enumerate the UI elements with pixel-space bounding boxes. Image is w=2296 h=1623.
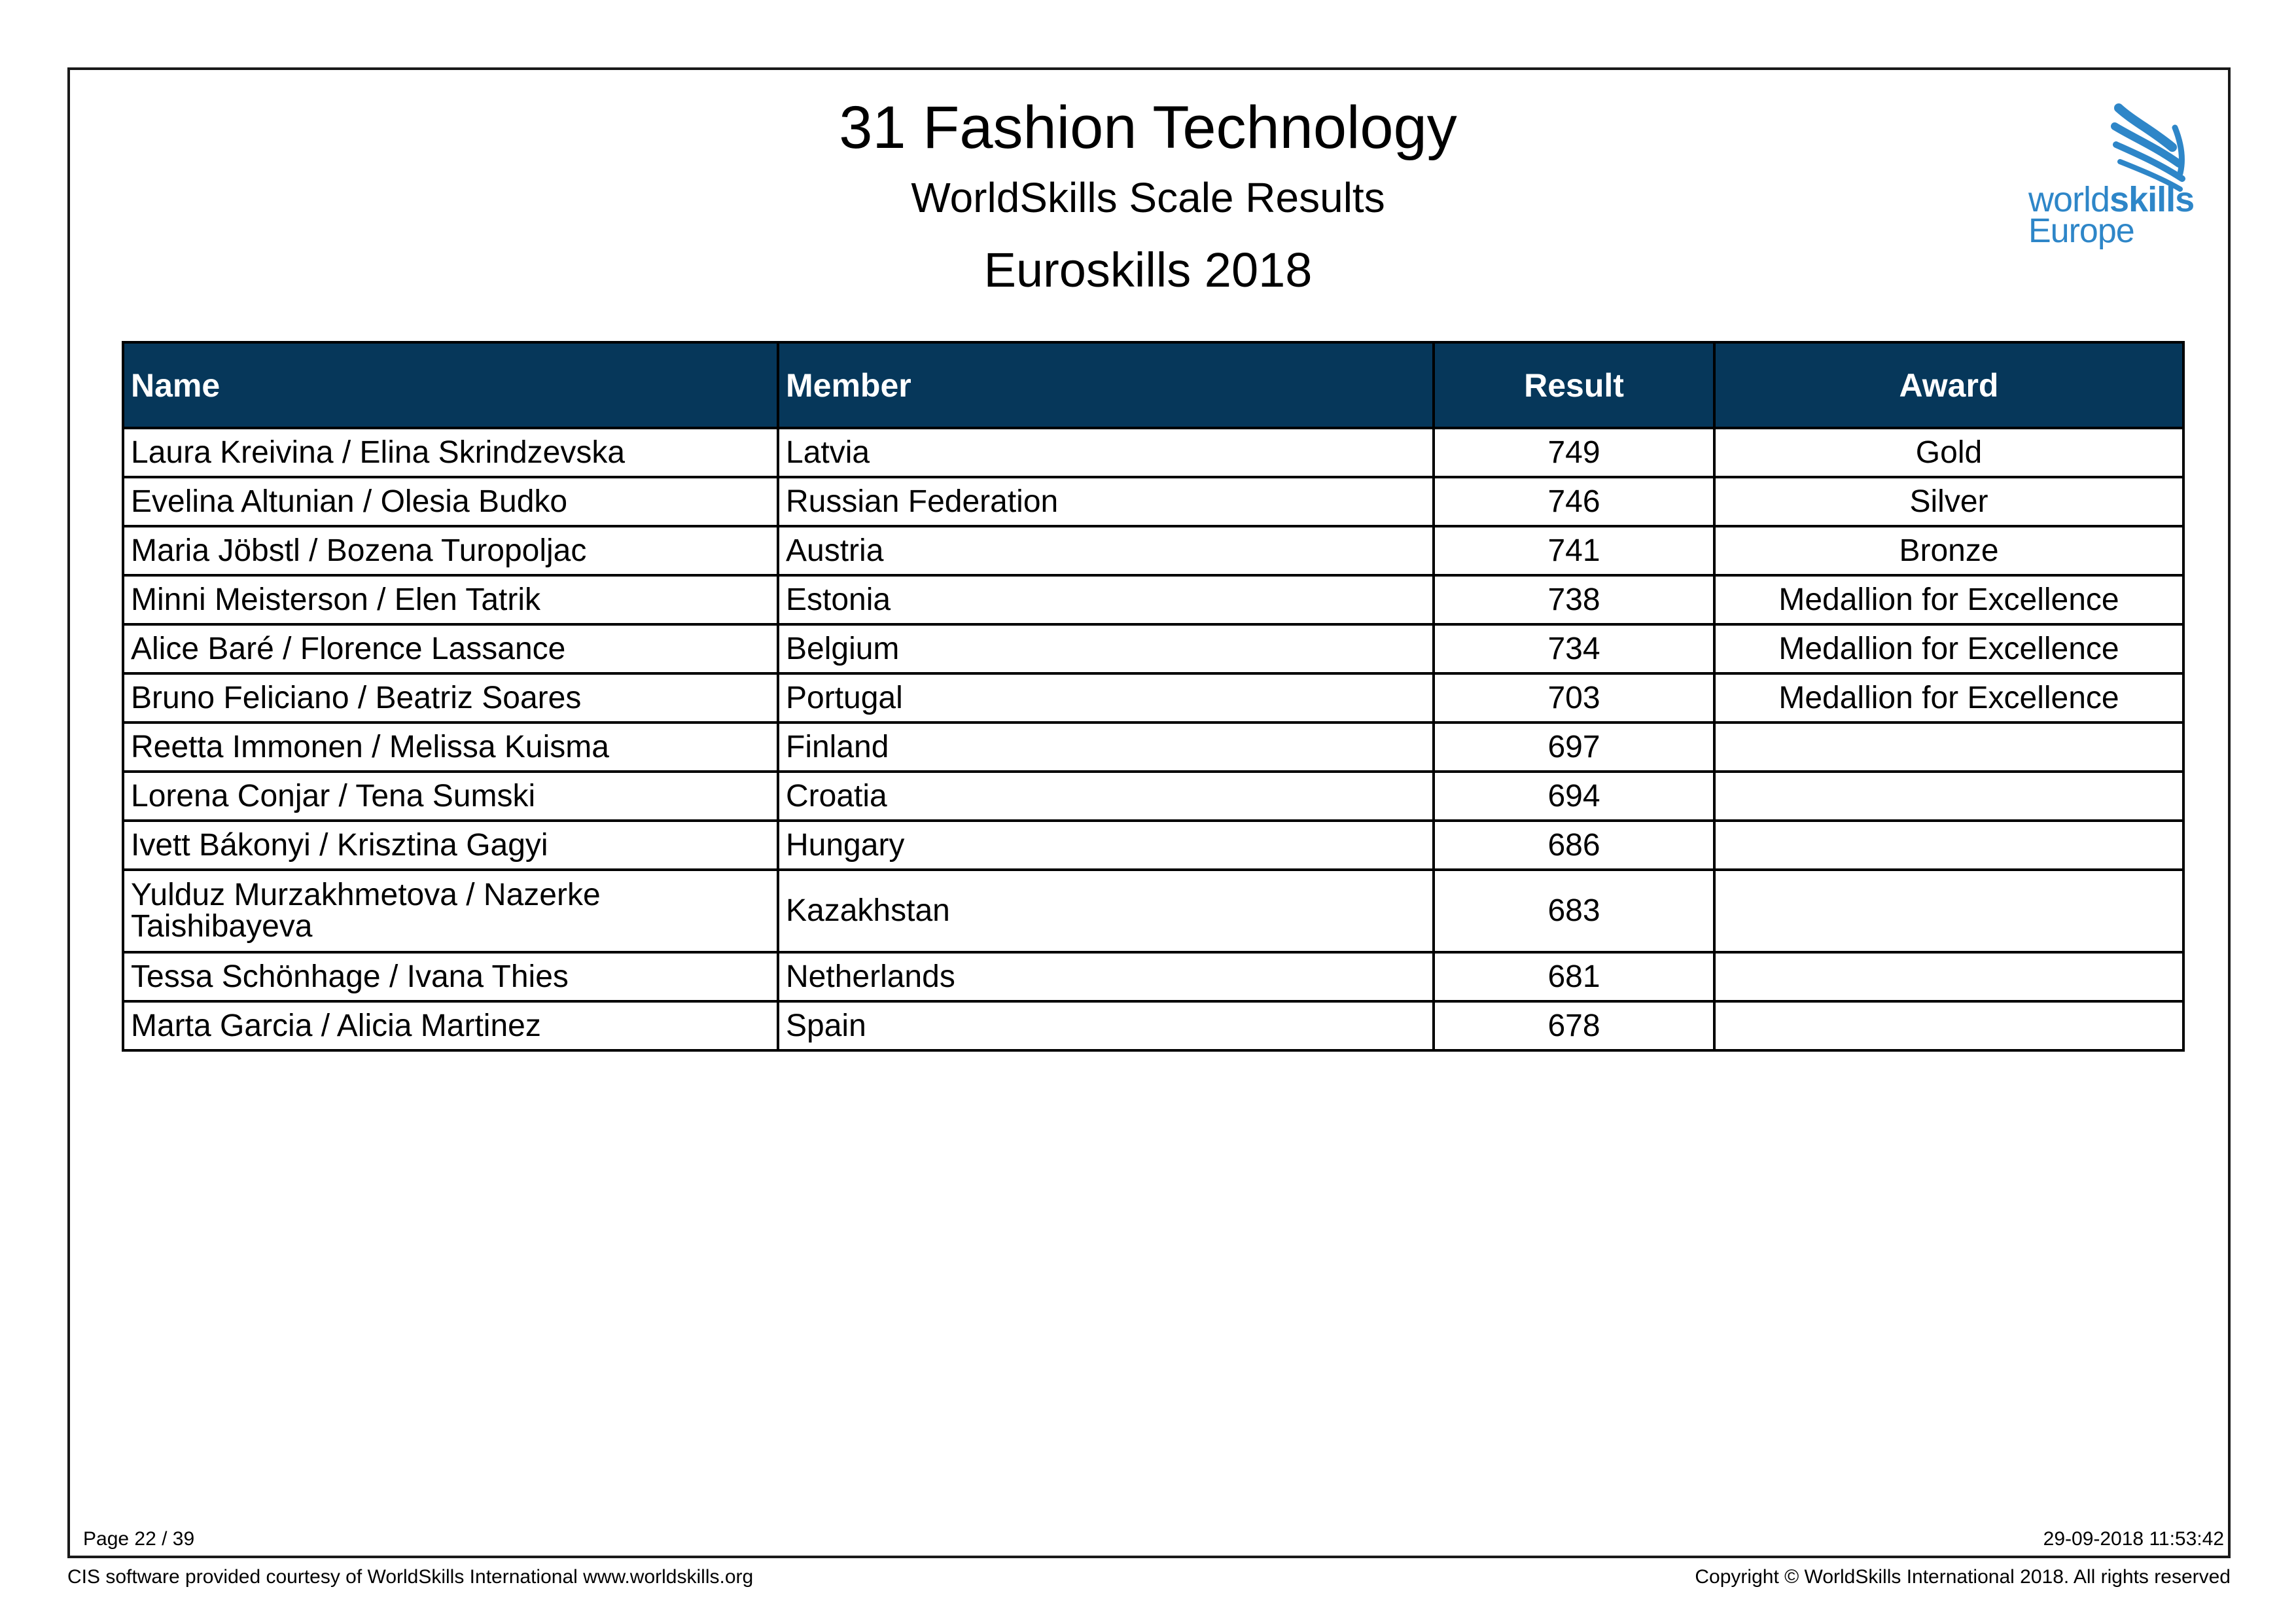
logo-region: Europe [2028, 212, 2134, 250]
cell-result: 746 [1434, 477, 1714, 526]
column-header-award: Award [1714, 342, 2183, 428]
table-header-row [123, 342, 2183, 428]
cell-name: Yulduz Murzakhmetova / Nazerke Taishibayeva [123, 870, 778, 952]
column-header-name: Name [123, 342, 778, 428]
cell-result: 749 [1434, 428, 1714, 477]
cell-result: 678 [1434, 1001, 1714, 1050]
copyright-notice: Copyright © WorldSkills International 2018. All rights reserved [1695, 1566, 2231, 1588]
page-subtitle: WorldSkills Scale Results [911, 174, 1385, 221]
cell-member: Kazakhstan [778, 870, 1434, 952]
table-row [123, 526, 2183, 575]
cell-award [1714, 821, 2183, 870]
table-row [123, 673, 2183, 722]
cell-name: Bruno Feliciano / Beatriz Soares [123, 673, 778, 722]
cell-result: 683 [1434, 870, 1714, 952]
cell-result: 703 [1434, 673, 1714, 722]
cell-award [1714, 1001, 2183, 1050]
cell-member: Spain [778, 1001, 1434, 1050]
table-row [123, 428, 2183, 477]
cell-result: 697 [1434, 722, 1714, 772]
cell-award [1714, 870, 2183, 952]
table-row [123, 952, 2183, 1001]
cell-member: Latvia [778, 428, 1434, 477]
cell-member: Russian Federation [778, 477, 1434, 526]
table-row [123, 870, 2183, 952]
page-number: Page 22 / 39 [83, 1528, 195, 1550]
table-row [123, 772, 2183, 821]
column-header-member: Member [778, 342, 1434, 428]
cell-award [1714, 952, 2183, 1001]
column-header-result: Result [1434, 342, 1714, 428]
cell-member: Netherlands [778, 952, 1434, 1001]
event-name: Euroskills 2018 [983, 243, 1313, 297]
cell-name: Minni Meisterson / Elen Tatrik [123, 575, 778, 624]
cell-member: Estonia [778, 575, 1434, 624]
cell-name: Maria Jöbstl / Bozena Turopoljac [123, 526, 778, 575]
cell-award [1714, 772, 2183, 821]
cell-member: Finland [778, 722, 1434, 772]
software-credit: CIS software provided courtesy of WorldSkills International www.worldskills.org [67, 1566, 754, 1588]
cell-result: 734 [1434, 624, 1714, 673]
cell-name: Ivett Bákonyi / Krisztina Gagyi [123, 821, 778, 870]
cell-award: Medallion for Excellence [1714, 624, 2183, 673]
cell-name: Reetta Immonen / Melissa Kuisma [123, 722, 778, 772]
cell-result: 694 [1434, 772, 1714, 821]
table-row [123, 1001, 2183, 1050]
results-table [122, 341, 2185, 1052]
cell-award: Silver [1714, 477, 2183, 526]
print-timestamp: 29-09-2018 11:53:42 [2043, 1528, 2224, 1550]
cell-name: Tessa Schönhage / Ivana Thies [123, 952, 778, 1001]
table-row [123, 821, 2183, 870]
worldskills-europe-logo [2022, 101, 2205, 259]
table-row [123, 624, 2183, 673]
cell-result: 686 [1434, 821, 1714, 870]
cell-result: 741 [1434, 526, 1714, 575]
cell-award: Medallion for Excellence [1714, 673, 2183, 722]
cell-name: Laura Kreivina / Elina Skrindzevska [123, 428, 778, 477]
cell-name: Alice Baré / Florence Lassance [123, 624, 778, 673]
table-row [123, 477, 2183, 526]
cell-member: Croatia [778, 772, 1434, 821]
logo-wordmark: worldskills [2028, 180, 2195, 219]
cell-result: 681 [1434, 952, 1714, 1001]
cell-award [1714, 722, 2183, 772]
cell-name: Lorena Conjar / Tena Sumski [123, 772, 778, 821]
cell-member: Austria [778, 526, 1434, 575]
cell-result: 738 [1434, 575, 1714, 624]
cell-member: Hungary [778, 821, 1434, 870]
cell-member: Belgium [778, 624, 1434, 673]
cell-award: Medallion for Excellence [1714, 575, 2183, 624]
table-row [123, 722, 2183, 772]
cell-member: Portugal [778, 673, 1434, 722]
table-row [123, 575, 2183, 624]
cell-name: Evelina Altunian / Olesia Budko [123, 477, 778, 526]
page-title: 31 Fashion Technology [839, 94, 1457, 161]
cell-award: Gold [1714, 428, 2183, 477]
cell-award: Bronze [1714, 526, 2183, 575]
cell-name: Marta Garcia / Alicia Martinez [123, 1001, 778, 1050]
worldskills-swoosh-icon [2107, 101, 2192, 193]
